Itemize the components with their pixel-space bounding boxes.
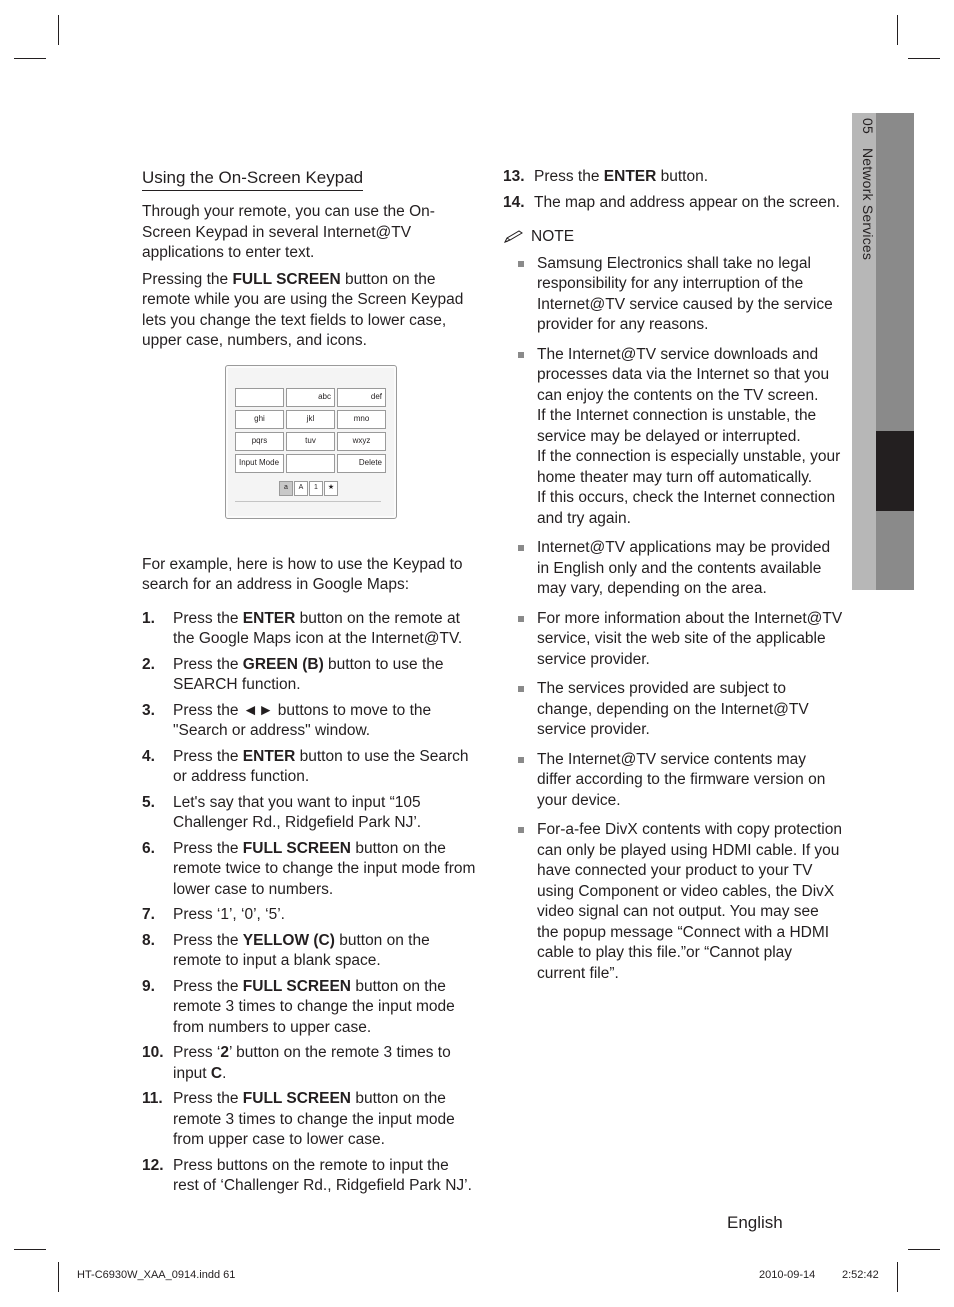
- square-bullet-icon: [518, 757, 524, 763]
- step-item: [142, 905, 477, 926]
- keypad-mode-selector: [279, 481, 339, 496]
- step-text: button on the remote to input a blank space.: [173, 931, 430, 969]
- step-number: 11.: [142, 1090, 163, 1107]
- step-text: Press ‘: [173, 1044, 221, 1061]
- note-text: The Internet@TV service contents may differ according to the firmware version on your device.: [537, 750, 826, 809]
- keypad-key: ghi: [235, 410, 284, 429]
- keypad-key: def: [337, 388, 386, 407]
- example-paragraph: For example, here is how to use the Keypad to search for an address in Google Maps:: [142, 555, 463, 593]
- page-language: English: [727, 1213, 783, 1232]
- step-item: [142, 655, 477, 696]
- step-text: ENTER: [242, 609, 296, 627]
- step-text: Press the ◄► buttons to move to the "Search or address" window.: [173, 701, 432, 739]
- note-text: For-a-fee DivX contents with copy protection can only be played using HDMI cable. If you have connected your product to your TV using Component or video cables, the DivX video signal can not output. You may see the popup message “Connect with a HDMI cable to play this file.”or “Cannot play current file”.: [537, 821, 842, 982]
- left-column: [142, 167, 477, 1202]
- crop-mark: [14, 1249, 46, 1250]
- step-number: 2.: [142, 655, 155, 673]
- keypad-space-key: [286, 454, 335, 473]
- step-text: Press the: [173, 747, 243, 765]
- step-item: [142, 793, 477, 834]
- keypad-key: tuv: [286, 432, 335, 451]
- keypad-mode-uppercase: A: [294, 481, 308, 496]
- pencil-note-icon: [503, 230, 525, 244]
- step-text: Press the: [173, 931, 243, 949]
- file-slug: HT-C6930W_XAA_0914.indd 61: [77, 1269, 236, 1281]
- onscreen-keypad-illustration: [225, 365, 397, 519]
- step-number: 12.: [142, 1156, 164, 1174]
- full-screen-paragraph: Pressing the FULL SCREEN button on the remote while you are using the Screen Keypad lets you change the text fields to lower case, upper case, numbers, and icons.: [142, 270, 464, 349]
- section-heading: Using the On-Screen Keypad: [142, 167, 363, 191]
- step-list: [142, 609, 477, 1197]
- step-item: [142, 1089, 477, 1151]
- square-bullet-icon: [518, 261, 524, 267]
- keypad-key: abc: [286, 388, 335, 407]
- keypad-delete-key: Delete: [337, 454, 386, 473]
- step-text: ENTER: [242, 747, 296, 765]
- note-title: NOTE: [531, 228, 575, 245]
- chapter-number: 05: [860, 118, 876, 134]
- step-text: button to use the SEARCH function.: [173, 655, 444, 693]
- step-text: Press the: [173, 609, 243, 627]
- square-bullet-icon: [518, 686, 524, 692]
- note-item: [503, 609, 843, 671]
- step-text: Press the: [534, 168, 604, 185]
- keypad-mode-lowercase: a: [279, 481, 293, 496]
- note-text: The services provided are subject to change, depending on the Internet@TV service provider.: [537, 680, 809, 738]
- intro-paragraph: Through your remote, you can use the On-Screen Keypad in several Internet@TV applications to enter text.: [142, 203, 435, 261]
- step-text: The map and address appear on the screen.: [534, 193, 840, 211]
- crop-mark: [897, 15, 898, 45]
- note-text: Samsung Electronics shall take no legal responsibility for any interruption of the Internet@TV service caused by the service provider for any reasons.: [537, 254, 833, 333]
- step-text: Press the: [173, 655, 243, 673]
- note-item: [503, 679, 843, 741]
- keypad-mode-symbols: ★: [324, 481, 338, 496]
- step-number: 13.: [503, 168, 525, 185]
- step-number: 5.: [142, 793, 155, 811]
- step-number: 10.: [142, 1044, 164, 1061]
- step-text: button on the remote twice to change the input mode from lower case to numbers.: [173, 839, 476, 898]
- step-text: Press the: [173, 977, 243, 995]
- step-text: Press buttons on the remote to input the rest of ‘Challenger Rd., Ridgefield Park NJ’.: [173, 1156, 472, 1194]
- step-text: Press ‘1’, ‘0’, ‘5’.: [173, 906, 285, 923]
- note-text: If the Internet connection is unstable, the service may be delayed or interrupted.: [537, 407, 817, 445]
- step-number: 14.: [503, 193, 525, 211]
- step-text: .: [222, 1064, 227, 1082]
- step-number: 4.: [142, 747, 155, 765]
- keypad-key: pqrs: [235, 432, 284, 451]
- step-number: 9.: [142, 977, 155, 995]
- step-text: ’ button on the remote 3 times to input: [173, 1044, 451, 1082]
- note-heading: [503, 227, 843, 248]
- note-text: If the connection is especially unstable, your home theater may turn off automatically.: [537, 448, 841, 486]
- step-text: YELLOW (C): [242, 931, 335, 949]
- step-number: 8.: [142, 931, 155, 949]
- note-item: [503, 254, 843, 336]
- step-text: FULL SCREEN: [242, 839, 352, 857]
- step-text: GREEN (B): [242, 655, 324, 673]
- step-text: Press the: [173, 1090, 243, 1107]
- step-text: button on the remote 3 times to change the input mode from numbers to upper case.: [173, 977, 455, 1036]
- keypad-key: [235, 388, 284, 407]
- crop-mark: [897, 1262, 898, 1292]
- crop-mark: [908, 58, 940, 59]
- step-number: 6.: [142, 839, 155, 857]
- chapter-tab-marker: [876, 431, 914, 511]
- step-item: [503, 193, 843, 214]
- step-text: FULL SCREEN: [242, 977, 352, 995]
- step-text: Press the: [173, 839, 243, 857]
- square-bullet-icon: [518, 827, 524, 833]
- print-date: 2010-09-14: [759, 1269, 816, 1281]
- keypad-key: wxyz: [337, 432, 386, 451]
- step-text: button on the remote 3 times to change the input mode from upper case to lower case.: [173, 1090, 455, 1148]
- crop-mark: [58, 1262, 59, 1292]
- step-text: ENTER: [603, 168, 657, 185]
- chapter-title: Network Services: [860, 147, 876, 261]
- step-text: button.: [656, 168, 709, 185]
- step-item: [142, 747, 477, 788]
- note-item: [503, 750, 843, 812]
- note-text: Internet@TV applications may be provided in English only and the contents available may vary, depending on the area.: [537, 539, 831, 597]
- step-text: 2: [220, 1044, 229, 1061]
- note-item: [503, 538, 843, 600]
- step-item: [503, 167, 843, 188]
- square-bullet-icon: [518, 352, 524, 358]
- step-item: [142, 931, 477, 972]
- keypad-divider: [235, 501, 381, 502]
- step-text: FULL SCREEN: [242, 1090, 352, 1107]
- step-list-continued: [503, 167, 843, 213]
- crop-mark: [908, 1249, 940, 1250]
- step-item: [142, 977, 477, 1039]
- keypad-key: mno: [337, 410, 386, 429]
- chapter-tab-strip: [876, 113, 914, 590]
- chapter-label: [852, 118, 876, 260]
- note-text: For more information about the Internet@TV service, visit the web site of the applicable service provider.: [537, 609, 843, 668]
- step-item: [142, 1043, 477, 1084]
- step-text: C: [210, 1064, 223, 1082]
- note-list: [503, 254, 843, 985]
- square-bullet-icon: [518, 545, 524, 551]
- print-time: 2:52:42: [842, 1269, 879, 1281]
- step-number: 1.: [142, 609, 155, 627]
- step-text: button to use the Search or address function.: [173, 747, 469, 785]
- step-item: [142, 609, 477, 650]
- step-text: button on the remote at the Google Maps icon at the Internet@TV.: [173, 609, 463, 647]
- note-text: If this occurs, check the Internet connection and try again.: [537, 489, 836, 527]
- step-number: 3.: [142, 701, 155, 719]
- square-bullet-icon: [518, 616, 524, 622]
- step-text: Let's say that you want to input “105 Challenger Rd., Ridgefield Park NJ’.: [173, 793, 422, 831]
- keypad-mode-numbers: 1: [309, 481, 323, 496]
- note-item: [503, 345, 843, 530]
- crop-mark: [14, 58, 46, 59]
- step-item: [142, 1156, 477, 1197]
- right-column: [503, 167, 843, 993]
- keypad-input-mode-key: Input Mode: [235, 454, 284, 473]
- note-text: The Internet@TV service downloads and processes data via the Internet so that you can enjoy the contents on the TV screen.: [537, 345, 830, 404]
- step-item: [142, 701, 477, 742]
- crop-mark: [58, 15, 59, 45]
- note-item: [503, 820, 843, 984]
- step-number: 7.: [142, 906, 155, 923]
- keypad-key: jkl: [286, 410, 335, 429]
- keypad-grid: [235, 388, 387, 473]
- step-item: [142, 839, 477, 901]
